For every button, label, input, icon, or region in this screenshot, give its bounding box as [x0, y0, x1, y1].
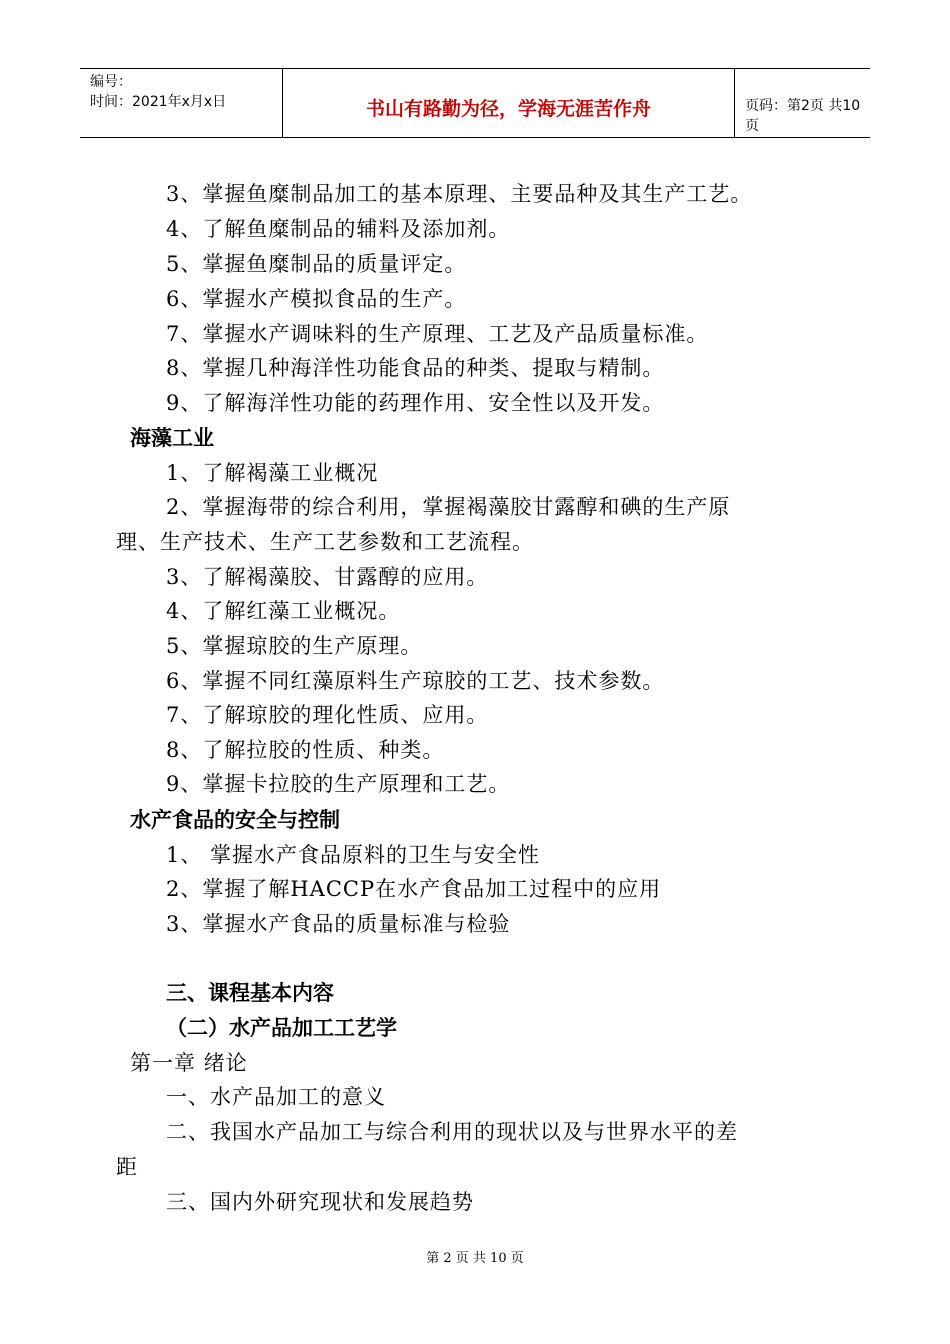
list-item: 二、我国水产品加工与综合利用的现状以及与世界水平的差 [166, 1120, 738, 1144]
number-label: 编号： [90, 74, 132, 90]
list-item: 9、了解海洋性功能的药理作用、安全性以及开发。 [166, 391, 665, 415]
list-item: 三、国内外研究现状和发展趋势 [166, 1190, 474, 1214]
list-item: 2、掌握了解HACCP在水产食品加工过程中的应用 [166, 877, 662, 901]
section-heading-seaweed: 海藻工业 [130, 426, 214, 450]
list-item: 1、 掌握水产食品原料的卫生与安全性 [166, 843, 541, 867]
list-item-continuation: 距 [116, 1155, 138, 1179]
list-item: 9、掌握卡拉胶的生产原理和工艺。 [166, 772, 511, 796]
list-item: 3、掌握鱼糜制品加工的基本原理、主要品种及其生产工艺。 [166, 182, 753, 206]
section-heading-course-content: 三、课程基本内容 [166, 981, 334, 1005]
list-item: 2、掌握海带的综合利用，掌握褐藻胶甘露醇和碘的生产原 [166, 495, 731, 519]
date-label: 时间：2021年x月x日 [90, 94, 227, 110]
subsection-heading: （二）水产品加工工艺学 [166, 1016, 397, 1040]
header-page-number: 页码：第2页 共10页 [745, 98, 861, 134]
list-item: 4、了解红藻工业概况。 [166, 599, 401, 623]
header-page-cell [735, 69, 870, 137]
list-item: 6、掌握水产模拟食品的生产。 [166, 287, 467, 311]
chapter-title: 第一章 绪论 [130, 1051, 248, 1075]
page-footer: 第 2 页 共 10 页 [426, 1251, 524, 1266]
list-item: 5、掌握鱼糜制品的质量评定。 [166, 252, 467, 276]
header-motto-cell [282, 69, 735, 137]
list-item: 7、了解琼胶的理化性质、应用。 [166, 703, 489, 727]
list-item: 8、掌握几种海洋性功能食品的种类、提取与精制。 [166, 356, 665, 380]
list-item: 3、了解褐藻胶、甘露醇的应用。 [166, 565, 489, 589]
section-heading-safety: 水产食品的安全与控制 [130, 808, 340, 832]
header-meta-cell [80, 69, 282, 137]
list-item: 3、掌握水产食品的质量标准与检验 [166, 912, 511, 936]
list-item: 7、掌握水产调味料的生产原理、工艺及产品质量标准。 [166, 322, 709, 346]
page-header [80, 68, 870, 138]
list-item: 6、掌握不同红藻原料生产琼胶的工艺、技术参数。 [166, 669, 665, 693]
list-item: 5、掌握琼胶的生产原理。 [166, 634, 423, 658]
motto: 书山有路勤为径，学海无涯苦作舟 [365, 98, 651, 120]
list-item: 一、水产品加工的意义 [166, 1085, 386, 1109]
list-item: 4、了解鱼糜制品的辅料及添加剂。 [166, 217, 511, 241]
list-item: 8、了解拉胶的性质、种类。 [166, 738, 445, 762]
list-item-continuation: 理、生产技术、生产工艺参数和工艺流程。 [116, 530, 534, 554]
list-item: 1、了解褐藻工业概况 [166, 461, 379, 485]
